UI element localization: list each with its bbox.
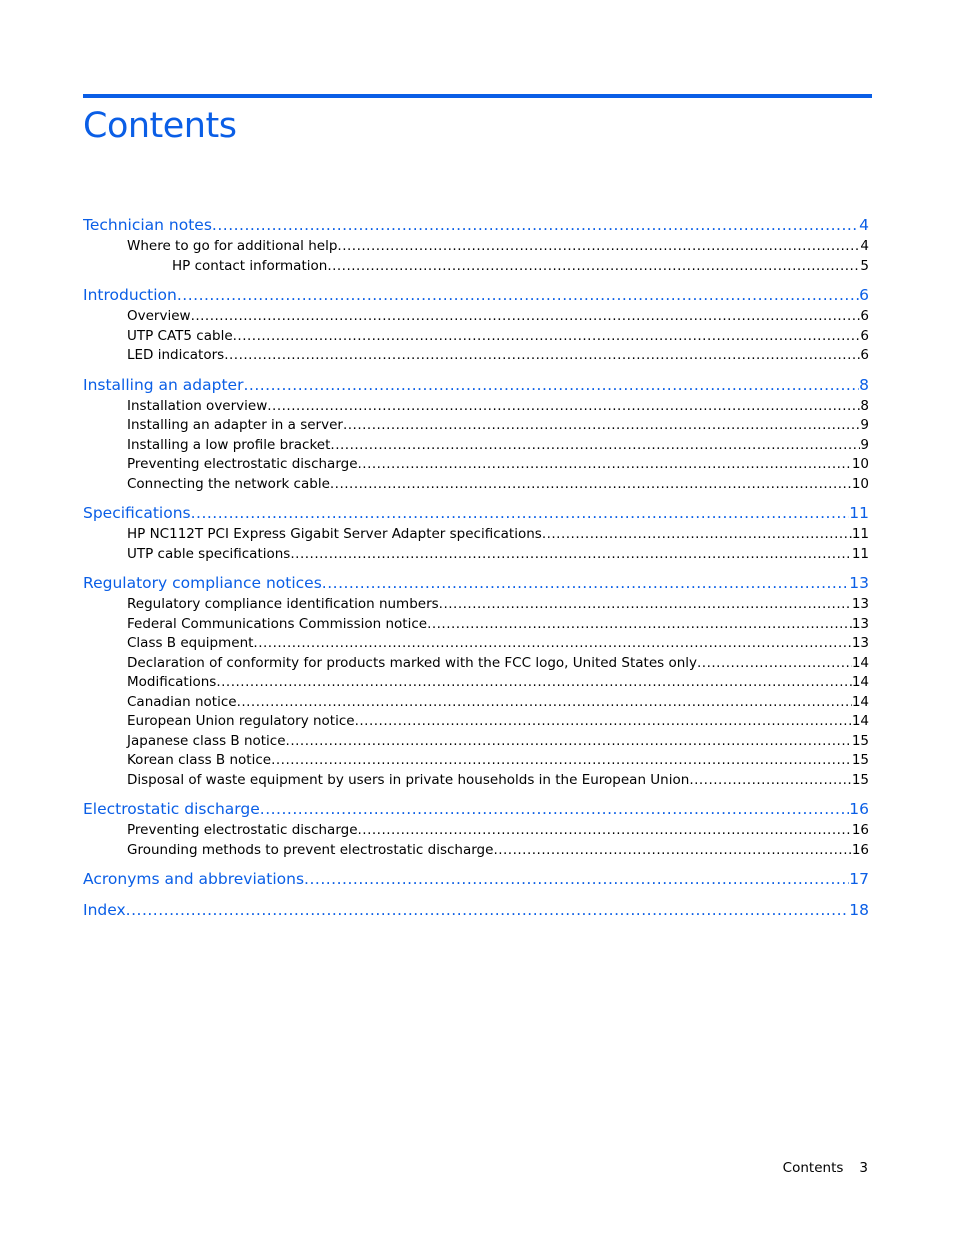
toc-entry-page-number: 16 [849, 798, 869, 821]
toc-entry-page-number: 16 [852, 841, 869, 861]
toc-entry-label: Electrostatic discharge [83, 798, 260, 821]
toc-entry-page-number: 4 [859, 214, 869, 237]
toc-dot-leader [330, 436, 860, 456]
toc-entry-level-1[interactable] [83, 502, 869, 525]
toc-entry-label: European Union regulatory notice [127, 712, 355, 732]
toc-dot-leader [542, 525, 852, 545]
toc-entry-label: Canadian notice [127, 693, 237, 713]
toc-entry-page-number: 10 [852, 455, 869, 475]
toc-entry-page-number: 14 [852, 673, 869, 693]
toc-dot-leader [330, 475, 852, 495]
page-footer [783, 1158, 868, 1178]
toc-entry-level-1[interactable] [83, 798, 869, 821]
toc-entry-page-number: 13 [852, 595, 869, 615]
toc-dot-leader [126, 899, 850, 922]
toc-dot-leader [271, 751, 852, 771]
toc-dot-leader [260, 798, 849, 821]
toc-dot-leader [233, 327, 861, 347]
toc-entry-label: Federal Communications Commission notice [127, 615, 427, 635]
toc-entry-page-number: 18 [849, 899, 869, 922]
toc-entry-page-number: 15 [852, 751, 869, 771]
toc-entry-level-2[interactable] [83, 693, 869, 713]
toc-dot-leader [212, 214, 859, 237]
toc-entry-page-number: 8 [860, 397, 869, 417]
toc-entry-label: Modifications [127, 673, 216, 693]
toc-dot-leader [322, 572, 849, 595]
toc-entry-label: Preventing electrostatic discharge [127, 821, 358, 841]
toc-entry-level-2[interactable] [83, 436, 869, 456]
toc-entry-page-number: 14 [852, 693, 869, 713]
toc-dot-leader [191, 502, 850, 525]
toc-entry-level-1[interactable] [83, 868, 869, 891]
toc-entry-level-1[interactable] [83, 572, 869, 595]
title-rule [83, 94, 872, 98]
toc-dot-leader [290, 545, 851, 565]
toc-dot-leader [439, 595, 852, 615]
toc-entry-level-1[interactable] [83, 214, 869, 237]
toc-dot-leader [243, 374, 859, 397]
toc-dot-leader [689, 771, 852, 791]
toc-entry-level-2[interactable] [83, 771, 869, 791]
toc-entry-level-2[interactable] [83, 307, 869, 327]
toc-entry-level-2[interactable] [83, 821, 869, 841]
toc-entry-level-2[interactable] [83, 416, 869, 436]
toc-entry-label: Declaration of conformity for products marked with the FCC logo, United States only [127, 654, 697, 674]
toc-entry-page-number: 9 [860, 416, 869, 436]
toc-entry-label: Installing an adapter in a server [127, 416, 343, 436]
toc-dot-leader [493, 841, 851, 861]
toc-entry-level-3[interactable] [83, 257, 869, 277]
toc-entry-page-number: 8 [859, 374, 869, 397]
toc-dot-leader [253, 634, 851, 654]
toc-entry-level-2[interactable] [83, 751, 869, 771]
toc-entry-level-2[interactable] [83, 327, 869, 347]
toc-entry-label: HP NC112T PCI Express Gigabit Server Adapter specifications [127, 525, 542, 545]
toc-entry-label: Acronyms and abbreviations [83, 868, 304, 891]
toc-entry-level-2[interactable] [83, 455, 869, 475]
toc-entry-page-number: 9 [860, 436, 869, 456]
toc-entry-page-number: 17 [849, 868, 869, 891]
toc-entry-page-number: 11 [849, 502, 869, 525]
toc-entry-level-2[interactable] [83, 595, 869, 615]
toc-entry-level-2[interactable] [83, 634, 869, 654]
toc-entry-page-number: 10 [852, 475, 869, 495]
toc-dot-leader [191, 307, 861, 327]
toc-entry-level-2[interactable] [83, 732, 869, 752]
toc-entry-level-2[interactable] [83, 712, 869, 732]
toc-dot-leader [343, 416, 860, 436]
toc-dot-leader [224, 346, 860, 366]
toc-dot-leader [337, 237, 860, 257]
toc-entry-page-number: 4 [860, 237, 869, 257]
toc-dot-leader [177, 284, 859, 307]
toc-entry-level-2[interactable] [83, 346, 869, 366]
toc-entry-level-1[interactable] [83, 284, 869, 307]
footer-section-label: Contents [782, 1160, 844, 1176]
toc-entry-level-2[interactable] [83, 841, 869, 861]
toc-dot-leader [267, 397, 860, 417]
toc-dot-leader [216, 673, 851, 693]
toc-entry-label: Disposal of waste equipment by users in private households in the European Union [127, 771, 689, 791]
toc-entry-label: Where to go for additional help [127, 237, 337, 257]
toc-entry-level-2[interactable] [83, 615, 869, 635]
toc-entry-label: Installation overview [127, 397, 267, 417]
toc-entry-label: LED indicators [127, 346, 224, 366]
toc-entry-page-number: 14 [852, 654, 869, 674]
toc-dot-leader [327, 257, 860, 277]
toc-entry-label: HP contact information [172, 257, 327, 277]
toc-entry-label: Grounding methods to prevent electrostatic discharge [127, 841, 493, 861]
toc-entry-label: Installing an adapter [83, 374, 243, 397]
toc-entry-level-2[interactable] [83, 525, 869, 545]
toc-entry-label: Index [83, 899, 126, 922]
toc-entry-label: Specifications [83, 502, 191, 525]
toc-entry-level-2[interactable] [83, 237, 869, 257]
page-title: Contents [83, 106, 237, 146]
toc-dot-leader [427, 615, 852, 635]
toc-entry-label: Introduction [83, 284, 177, 307]
toc-entry-page-number: 6 [860, 346, 869, 366]
toc-entry-level-2[interactable] [83, 673, 869, 693]
toc-dot-leader [304, 868, 849, 891]
toc-entry-label: Technician notes [83, 214, 212, 237]
toc-entry-page-number: 6 [860, 307, 869, 327]
toc-entry-page-number: 15 [852, 732, 869, 752]
toc-entry-page-number: 11 [852, 545, 869, 565]
toc-entry-page-number: 6 [860, 327, 869, 347]
toc-entry-label: UTP CAT5 cable [127, 327, 233, 347]
toc-dot-leader [355, 712, 852, 732]
toc-entry-label: Installing a low profile bracket [127, 436, 330, 456]
toc-entry-level-1[interactable] [83, 899, 869, 922]
toc-entry-label: Class B equipment [127, 634, 253, 654]
toc-entry-page-number: 6 [859, 284, 869, 307]
toc-entry-label: Regulatory compliance identification numbers [127, 595, 439, 615]
footer-page-number: 3 [859, 1160, 868, 1176]
toc-entry-label: Overview [127, 307, 191, 327]
toc-entry-page-number: 13 [852, 634, 869, 654]
toc-dot-leader [237, 693, 852, 713]
toc-dot-leader [697, 654, 852, 674]
toc-entry-page-number: 5 [860, 257, 869, 277]
toc-entry-level-1[interactable] [83, 374, 869, 397]
toc-entry-label: UTP cable specifications [127, 545, 290, 565]
toc-entry-page-number: 13 [852, 615, 869, 635]
toc-entry-label: Connecting the network cable [127, 475, 330, 495]
toc-entry-label: Korean class B notice [127, 751, 271, 771]
toc-entry-level-2[interactable] [83, 397, 869, 417]
toc-entry-label: Preventing electrostatic discharge [127, 455, 358, 475]
toc-entry-label: Japanese class B notice [127, 732, 286, 752]
toc-entry-page-number: 16 [852, 821, 869, 841]
toc-dot-leader [358, 455, 852, 475]
toc-entry-page-number: 11 [852, 525, 869, 545]
toc-entry-page-number: 15 [852, 771, 869, 791]
toc-dot-leader [358, 821, 852, 841]
toc-entry-page-number: 13 [849, 572, 869, 595]
table-of-contents [83, 214, 869, 922]
toc-entry-level-2[interactable] [83, 654, 869, 674]
toc-entry-level-2[interactable] [83, 475, 869, 495]
toc-dot-leader [286, 732, 852, 752]
toc-entry-label: Regulatory compliance notices [83, 572, 322, 595]
toc-entry-page-number: 14 [852, 712, 869, 732]
toc-entry-level-2[interactable] [83, 545, 869, 565]
